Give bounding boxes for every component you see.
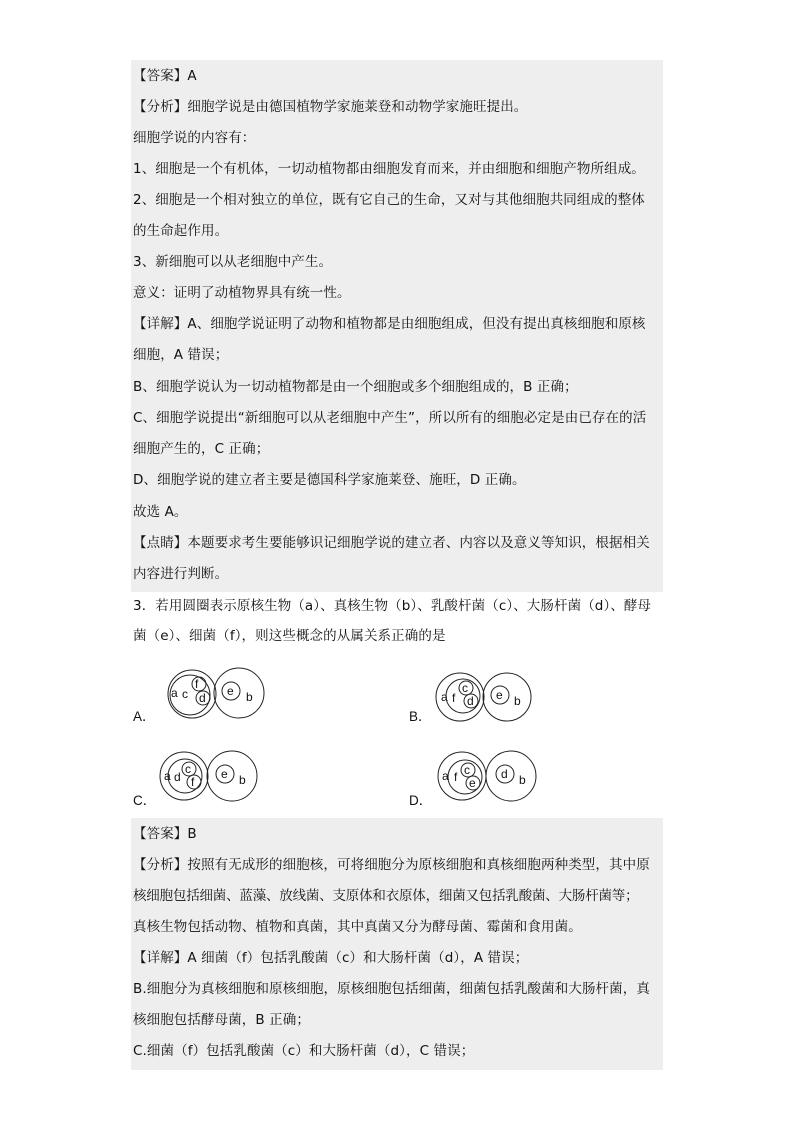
- circle-label: d: [199, 691, 206, 705]
- circle-label: e: [227, 684, 234, 698]
- circle-b: [483, 673, 531, 721]
- text-line: 细胞，A 错误；: [133, 347, 229, 363]
- text-line: 细胞产生的，C 正确；: [133, 441, 270, 457]
- text-line: 【分析】按照有无成形的细胞核，可将细胞分为原核细胞和真核细胞两种类型，其中原: [133, 857, 650, 873]
- circle-label: c: [462, 681, 468, 695]
- text-line: 的生命起作用。: [133, 223, 229, 239]
- circle-label: e: [221, 767, 228, 781]
- circle-label: a: [171, 686, 178, 700]
- circle-label: c: [185, 762, 191, 776]
- circle-label: f: [454, 770, 458, 784]
- text-line: 【答案】A: [133, 68, 197, 84]
- text-line: 【点睛】本题要求考生要能够识记细胞学说的建立者、内容以及意义等知识，根据相关: [133, 535, 650, 551]
- circle-label: a: [441, 690, 448, 704]
- option-d-label: D．: [409, 793, 433, 808]
- text-line: 内容进行判断。: [133, 566, 229, 582]
- option-c-label: C．: [133, 793, 157, 808]
- circle-label: a: [164, 769, 171, 783]
- text-line: 故选 A。: [133, 504, 188, 520]
- text-line: 【分析】细胞学说是由德国植物学家施莱登和动物学家施旺提出。: [133, 99, 528, 115]
- text-line: 1、细胞是一个有机体，一切动植物都由细胞发育而来，并由细胞和细胞产物所组成。: [133, 161, 645, 177]
- circle-label: f: [195, 677, 199, 691]
- circle-label: e: [469, 776, 476, 790]
- text-line: 2、细胞是一个相对独立的单位，既有它自己的生命，又对与其他细胞共同组成的整体: [133, 192, 645, 208]
- text-line: D、细胞学说的建立者主要是德国科学家施莱登、施旺，D 正确。: [133, 472, 526, 488]
- option-a-diagram: [162, 670, 282, 730]
- circle-label: f: [452, 691, 456, 705]
- circle-label: f: [191, 775, 195, 789]
- question-text: 菌（e）、细菌（f），则这些概念的从属关系正确的是: [133, 628, 446, 644]
- text-line: 【详解】A 细菌（f）包括乳酸菌（c）和大肠杆菌（d），A 错误；: [133, 950, 529, 966]
- circle-label: d: [174, 770, 181, 784]
- circle-label: b: [514, 694, 521, 708]
- question-text: 3．若用圆圈表示原核生物（a）、真核生物（b）、乳酸杆菌（c）、大肠杆菌（d）、酵母: [133, 598, 652, 614]
- circle-label: a: [442, 769, 449, 783]
- text-line: C、细胞学说提出“新细胞可以从老细胞中产生”，所以所有的细胞必定是由已存在的活: [133, 410, 647, 426]
- text-line: 3、新细胞可以从老细胞中产生。: [133, 254, 333, 270]
- text-line: C.细菌（f）包括乳酸菌（c）和大肠杆菌（d），C 错误；: [133, 1043, 475, 1059]
- circle-b: [486, 751, 536, 801]
- circle-label: b: [519, 773, 526, 787]
- option-b-diagram: [434, 672, 554, 732]
- circle-label: b: [239, 773, 246, 787]
- circle-b: [207, 751, 257, 801]
- circle-label: c: [182, 687, 188, 701]
- circle-b: [214, 668, 264, 718]
- text-line: 真核生物包括动物、植物和真菌，其中真菌又分为酵母菌、霉菌和食用菌。: [133, 919, 582, 935]
- option-d-diagram: [436, 752, 556, 812]
- option-a-label: A．: [133, 709, 156, 724]
- text-line: 意义：证明了动植物界具有统一性。: [133, 285, 351, 301]
- text-line: 【详解】A、细胞学说证明了动物和植物都是由细胞组成，但没有提出真核细胞和原核: [133, 316, 646, 332]
- circle-label: c: [464, 763, 470, 777]
- circle-label: d: [501, 767, 508, 781]
- text-line: B.细胞分为真核细胞和原核细胞，原核细胞包括细菌，细菌包括乳酸菌和大肠杆菌，真: [133, 981, 650, 997]
- circle-label: d: [467, 694, 474, 708]
- text-line: 细胞学说的内容有：: [133, 130, 256, 146]
- text-line: 核细胞包括细菌、蓝藻、放线菌、支原体和衣原体，细菌又包括乳酸菌、大肠杆菌等；: [133, 888, 639, 904]
- circle-label: e: [496, 688, 503, 702]
- text-line: 【答案】B: [133, 826, 197, 842]
- circle-label: b: [246, 690, 253, 704]
- option-c-diagram: [158, 752, 278, 812]
- text-line: 核细胞包括酵母菌，B 正确；: [133, 1012, 310, 1028]
- option-b-label: B．: [409, 709, 432, 724]
- text-line: B、细胞学说认为一切动植物都是由一个细胞或多个细胞组成的，B 正确；: [133, 379, 578, 395]
